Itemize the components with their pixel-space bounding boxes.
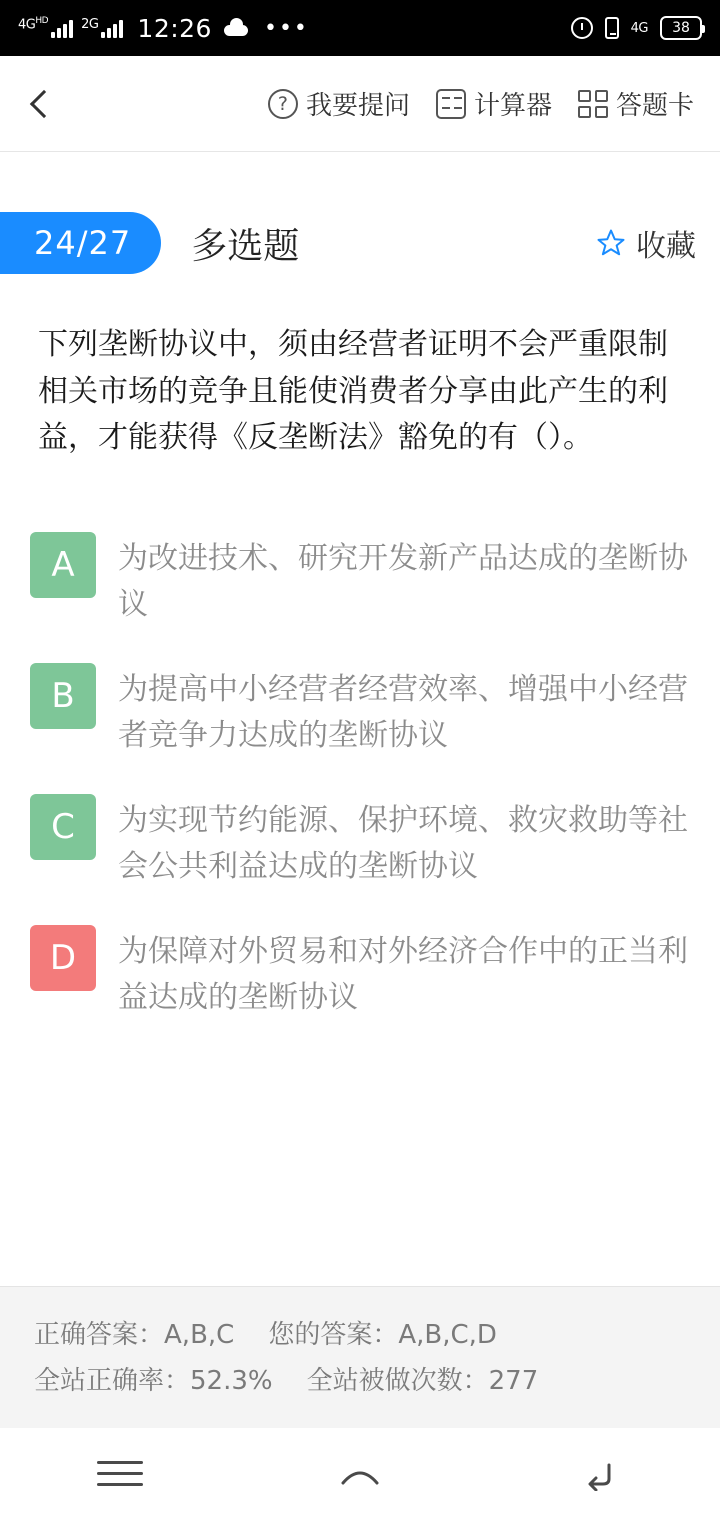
calculator-icon [436,89,466,119]
signal-bars-icon [51,18,73,38]
network-type-3-label: 4G [630,20,648,36]
signal-bars-icon-2 [101,18,123,38]
option-text: 为改进技术、研究开发新产品达成的垄断协议 [118,540,688,622]
alarm-icon [571,17,593,39]
cloud-icon [224,18,250,38]
options-list [0,462,720,1022]
calculator-label: 计算器 [473,91,552,121]
question-stem: 下列垄断协议中，须由经营者证明不会严重限制相关市场的竞争且能使消费者分享由此产生的利益，才能获得《反垄断法》豁免的有（）。 [38,327,668,455]
option-c[interactable] [30,794,690,891]
answer-card-button[interactable] [578,85,694,122]
system-nav-bar [0,1428,720,1520]
overflow-dots-icon: ••• [263,15,309,41]
favorite-button[interactable] [596,221,696,265]
option-key: C [30,794,96,860]
your-answer: 您的答案：A,B,C,D [268,1320,497,1350]
option-text: 为实现节约能源、保护环境、救灾救助等社会公共利益达成的垄断协议 [118,802,688,884]
signal-group-1 [18,15,73,38]
site-accuracy: 全站正确率：52.3% [34,1365,273,1396]
star-icon [596,228,626,258]
question-mark-icon: ? [268,89,298,119]
calculator-button[interactable] [436,85,552,122]
correct-answer: 正确答案：A,B,C [34,1320,235,1350]
option-key: B [30,663,96,729]
network-type-2-label: 2G [81,17,99,32]
favorite-label: 收藏 [636,229,696,264]
question-progress-badge: 24/27 [0,212,161,274]
status-clock: 12:26 [137,13,212,43]
option-a[interactable] [30,532,690,629]
back-icon[interactable] [577,1457,623,1491]
back-icon[interactable] [26,91,52,117]
question-type-label: 多选题 [191,225,300,267]
signal-group-2 [81,18,123,38]
grid-icon [578,90,608,118]
top-nav-bar [0,56,720,152]
ask-question-button[interactable] [268,85,410,122]
option-d[interactable] [30,925,690,1022]
status-bar [0,0,720,56]
battery-icon [660,16,702,40]
option-text: 为提高中小经营者经营效率、增强中小经营者竞争力达成的垄断协议 [118,671,688,753]
battery-level: 38 [672,20,690,36]
answer-card-label: 答题卡 [615,91,694,121]
network-type-1-label: $4G^{HD}$ [18,15,49,32]
question-header [0,152,720,274]
option-key: D [30,925,96,991]
home-icon[interactable] [337,1457,383,1491]
answer-summary-bar [0,1286,720,1428]
stats-row [34,1359,686,1405]
option-b[interactable] [30,663,690,760]
site-attempts: 全站被做次数：277 [306,1365,539,1396]
ask-question-label: 我要提问 [305,91,410,121]
vibrate-icon [605,17,619,39]
menu-icon[interactable] [97,1457,143,1491]
answer-row [34,1313,686,1359]
option-key: A [30,532,96,598]
option-text: 为保障对外贸易和对外经济合作中的正当利益达成的垄断协议 [118,933,688,1015]
